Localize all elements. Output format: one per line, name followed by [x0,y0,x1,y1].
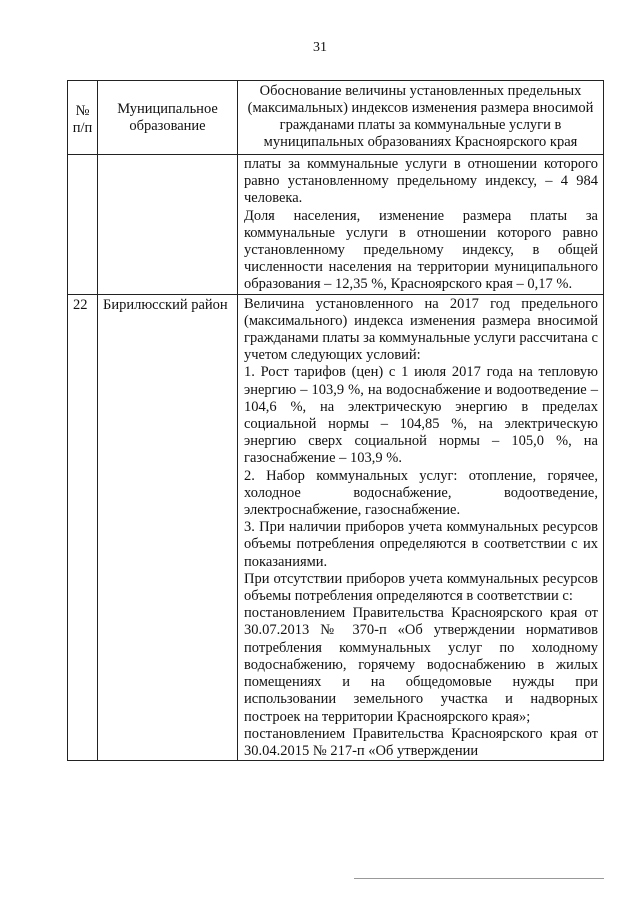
paragraph: 2. Набор коммунальных услуг: отопление, горячее, холодное водоснабжение, водоотведение, электроснабжение, газоснабжение. [244,467,598,519]
row-municipality [98,155,238,295]
table-row [68,155,604,295]
table-row [68,294,604,760]
table-header-row [68,81,604,155]
paragraph: платы за коммунальные услуги в отношении которого равно установленному предельному индексу, – 4 984 человека. [244,156,598,207]
paragraph: постановлением Правительства Красноярского края от 30.04.2015 № 217-п «Об утверждении [244,725,598,759]
footer-rule [354,878,604,879]
paragraph: 3. При наличии приборов учета коммунальных ресурсов объемы потребления определяются в соответствии с их показаниями. [244,519,598,570]
paragraph: При отсутствии приборов учета коммунальных ресурсов объемы потребления определяются в соответствии с: [244,570,598,605]
row-municipality: Бирилюсский район [98,294,238,760]
header-municipality: Муниципальное образование [98,81,238,155]
indices-table [67,80,604,761]
paragraph: Доля населения, изменение размера платы за коммунальные услуги в отношении которого равно установленному предельному индексу, в общей численности населения на территории муниципального образования – 12,35 %, Красноярского края – 0,17 %. [244,207,598,293]
paragraph: постановлением Правительства Красноярского края от 30.07.2013 № 370-п «Об утверждении нормативов потребления коммунальных услуг по холодному водоснабжению, горячему водоснабжению в жилых помещениях и на общедомовые нужды при использовании земельного участка и надворных построек на территории Красноярского края»; [244,605,598,725]
row-num [68,155,98,295]
header-justification: Обоснование величины установленных предельных (максимальных) индексов изменения размера вносимой гражданами платы за коммунальные услуги в муниципальных образованиях Красноярского края [238,81,604,155]
row-justification [238,155,604,295]
header-num: № п/п [68,81,98,155]
paragraph: Величина установленного на 2017 год предельного (максимального) индекса изменения размера вносимой гражданами платы за коммунальные услуги рассчитана с учетом следующих условий: [244,295,598,364]
paragraph: 1. Рост тарифов (цен) с 1 июля 2017 года на тепловую энергию – 103,9 %, на водоснабжение и водоотведение – 104,6 %, на электрическую энергию в пределах социальной нормы – 104,85 %, на электрическую энергию сверх социальной нормы – 105,0 %, на газоснабжение – 103,9 %. [244,364,598,467]
page-number: 31 [313,40,327,55]
row-num: 22 [68,294,98,760]
row-justification [238,294,604,760]
